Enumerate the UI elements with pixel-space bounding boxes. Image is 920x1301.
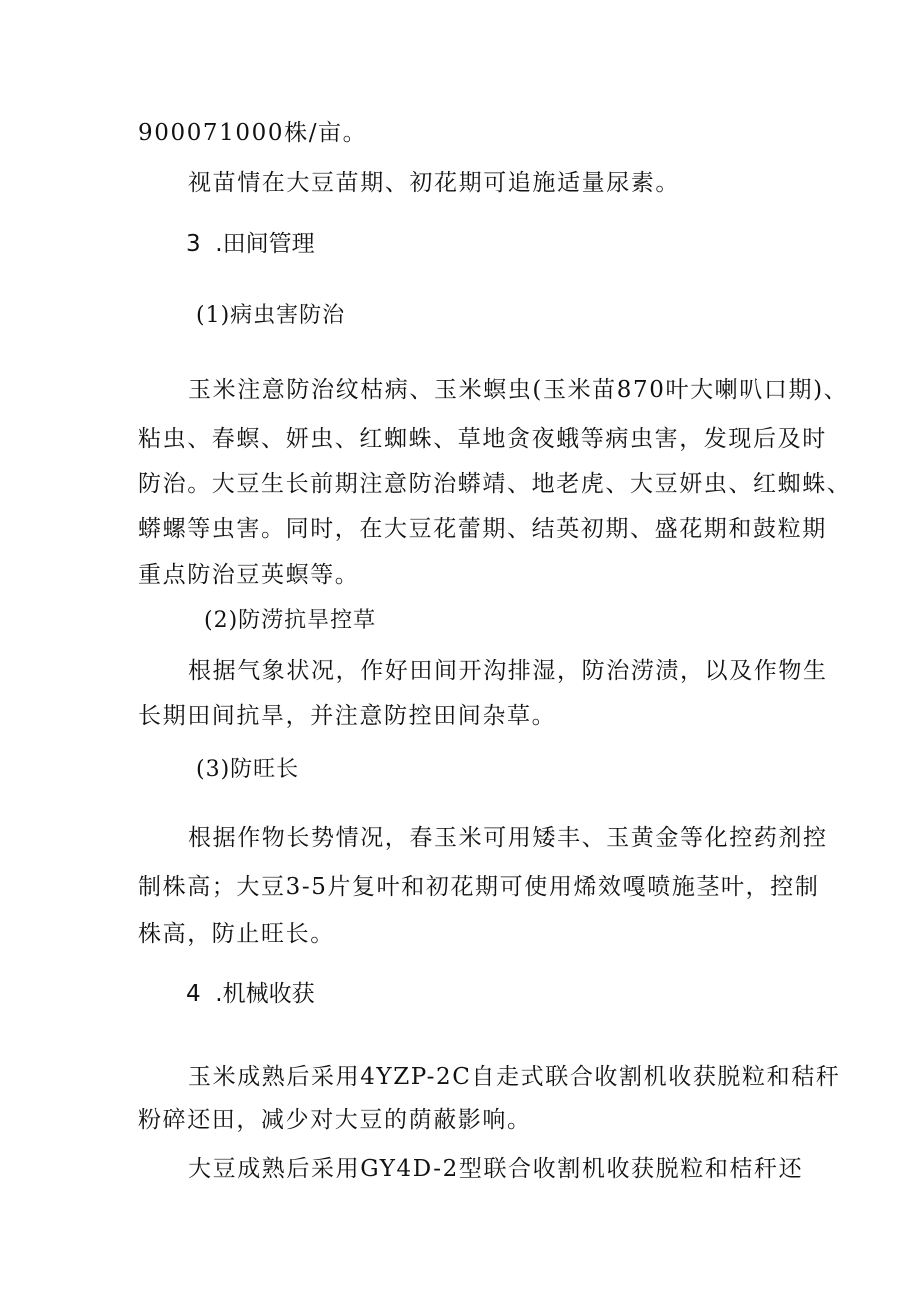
section-heading-3: 3 .田间管理 bbox=[186, 231, 315, 257]
subsection-heading-3: (3)防旺长 bbox=[196, 757, 300, 782]
text-line-3: 玉米注意防治纹枯病、玉米螟虫(玉米苗870叶大喇叭口期)、 bbox=[188, 377, 849, 403]
text-line-15: 大豆成熟后采用GY4D-2型联合收割机收获脱粒和桔秆还 bbox=[188, 1156, 804, 1182]
text-line-11: 制株高；大豆3-5片复叶和初花期可使用烯效嘎喷施茎叶，控制 bbox=[138, 874, 820, 900]
text-line-14: 粉碎还田，减少对大豆的荫蔽影响。 bbox=[138, 1107, 532, 1133]
text-line-9: 长期田间抗旱，并注意防控田间杂草。 bbox=[138, 703, 557, 729]
text-line-5: 防治。大豆生长前期注意防治蟒靖、地老虎、大豆妍虫、红蜘蛛、 bbox=[138, 471, 852, 497]
text-line-6: 蟒螺等虫害。同时，在大豆花蕾期、结英初期、盛花期和鼓粒期 bbox=[138, 516, 827, 542]
text-line-7: 重点防治豆英螟等。 bbox=[138, 562, 360, 588]
subsection-heading-2: (2)防涝抗旱控草 bbox=[204, 608, 377, 633]
text-line-4: 粘虫、春螟、妍虫、红蜘蛛、草地贪夜蛾等病虫害，发现后及时 bbox=[138, 426, 827, 452]
text-line-12: 株高，防止旺长。 bbox=[138, 921, 335, 947]
text-line-13: 玉米成熟后采用4YZP-2C自走式联合收割机收获脱粒和秸秆 bbox=[188, 1064, 841, 1090]
text-line-2: 视苗情在大豆苗期、初花期可追施适量尿素。 bbox=[188, 170, 680, 196]
section-heading-4: 4 .机械收获 bbox=[186, 981, 315, 1007]
subsection-heading-1: (1)病虫害防治 bbox=[196, 303, 346, 328]
text-line-8: 根据气象状况，作好田间开沟排湿，防治涝渍，以及作物生 bbox=[188, 658, 828, 684]
text-line-1: 900071000株/亩。 bbox=[138, 120, 368, 146]
text-line-10: 根据作物长势情况，春玉米可用矮丰、玉黄金等化控药剂控 bbox=[188, 825, 828, 851]
